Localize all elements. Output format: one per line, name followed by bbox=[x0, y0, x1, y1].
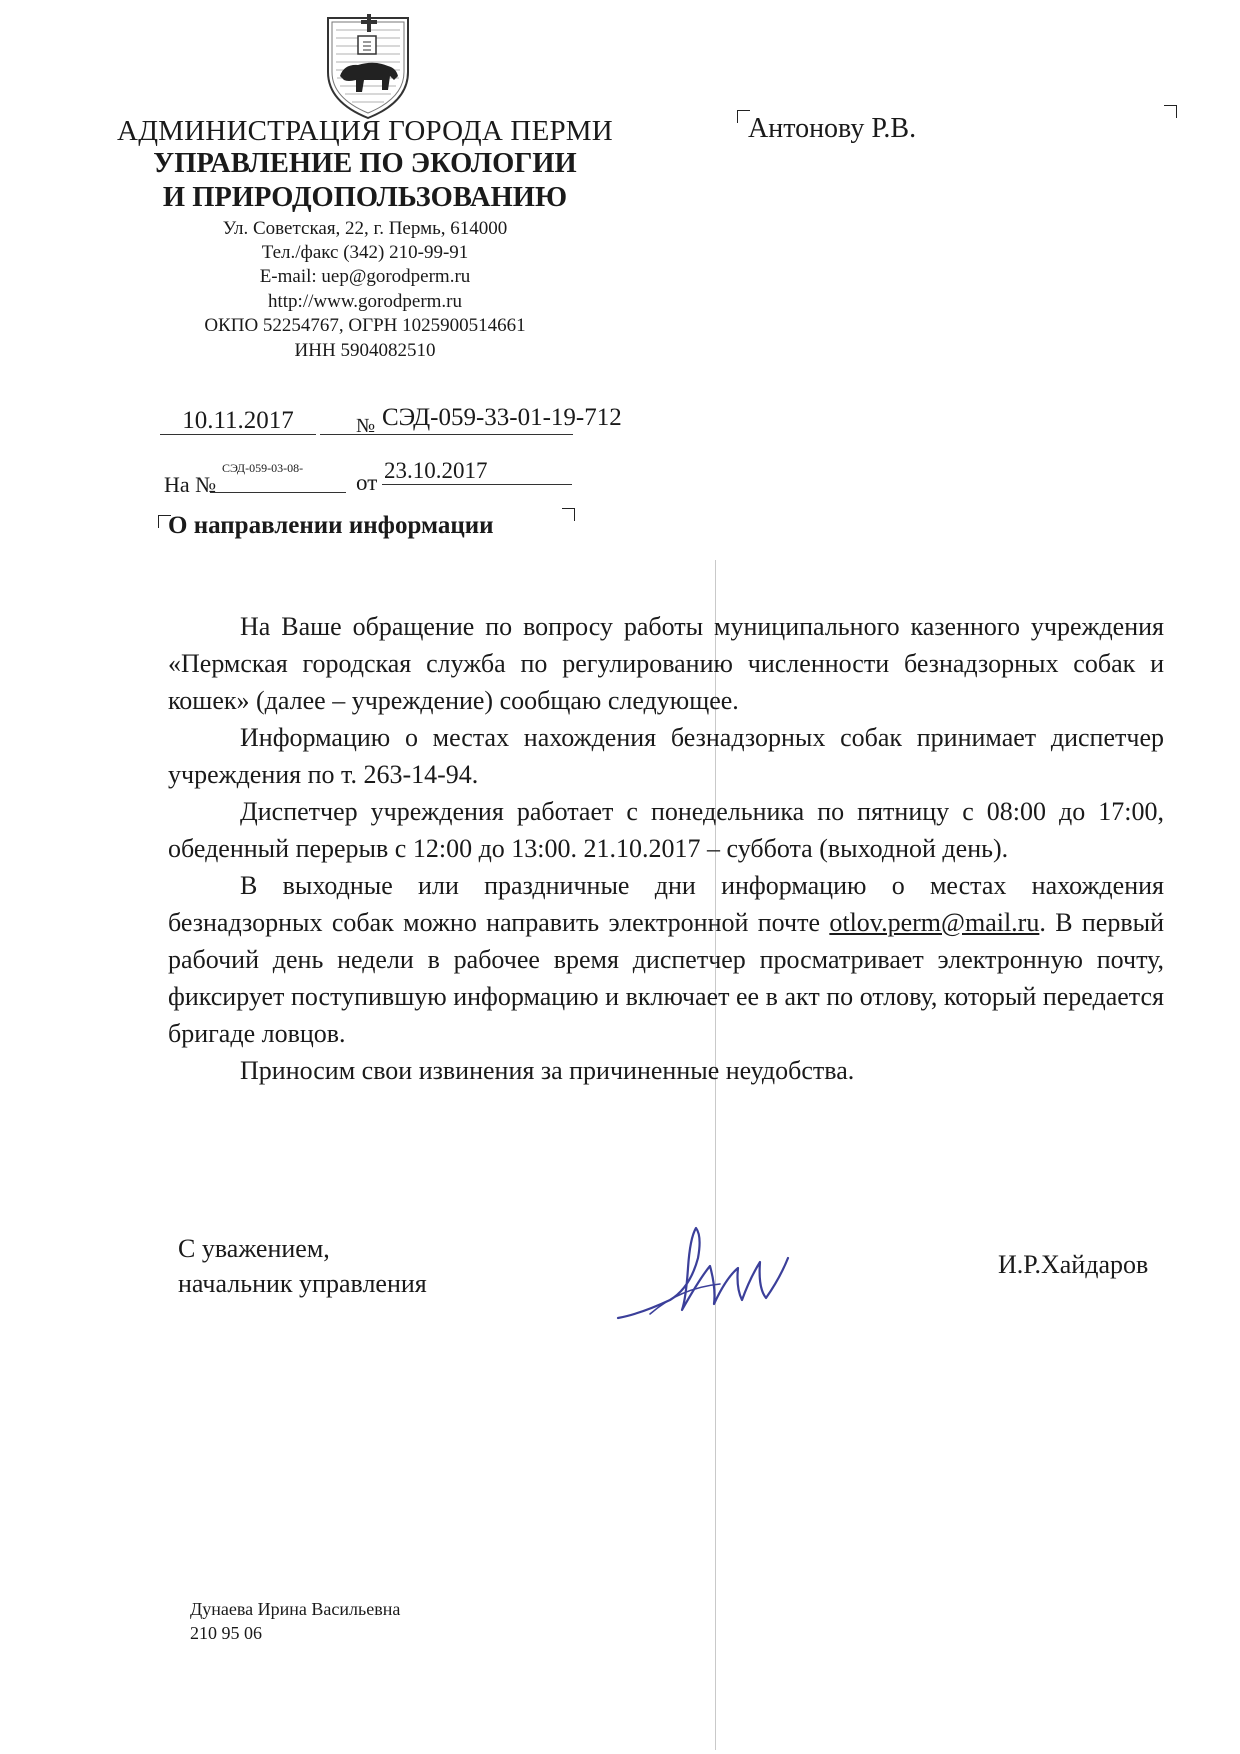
registration-number-underline bbox=[320, 434, 573, 435]
in-reply-number: СЭД-059-03-08- bbox=[222, 461, 304, 475]
addressee-corner-right bbox=[1164, 105, 1177, 118]
paragraph-5: Приносим свои извинения за причиненные неудобства. bbox=[240, 1056, 855, 1085]
contact-website: http://www.gorodperm.ru bbox=[267, 291, 463, 312]
closing-phrase: С уважением, bbox=[178, 1234, 330, 1263]
in-reply-label: На № bbox=[164, 472, 217, 497]
org-name-line1: АДМИНИСТРАЦИЯ ГОРОДА ПЕРМИ bbox=[117, 115, 613, 147]
subject-line: О направлении информации bbox=[168, 512, 494, 539]
registration-number-sign: № bbox=[356, 415, 376, 437]
paragraph-2: Информацию о местах нахождения безнадзорных собак принимает диспетчер учреждения по т. 263-14-94. bbox=[168, 723, 1164, 789]
handwritten-signature bbox=[610, 1218, 800, 1336]
org-name-line2: УПРАВЛЕНИЕ ПО ЭКОЛОГИИ bbox=[153, 148, 577, 179]
registration-date: 10.11.2017 bbox=[160, 408, 316, 435]
executor-name: Дунаева Ирина Васильевна bbox=[190, 1599, 401, 1619]
letter-body bbox=[168, 608, 1164, 1089]
paragraph-3: Диспетчер учреждения работает с понедельника по пятницу с 08:00 до 17:00, обеденный перерыв с 12:00 до 13:00. 21.10.2017 – суббота (выходной день). bbox=[168, 797, 1164, 863]
contact-phone: Тел./факс (342) 210-99-91 bbox=[261, 242, 469, 263]
subject-corner-right bbox=[562, 508, 575, 521]
contact-email: E-mail: uep@gorodperm.ru bbox=[259, 266, 471, 287]
contact-okpo-ogrn: ОКПО 52254767, ОГРН 1025900514661 bbox=[204, 315, 526, 336]
in-reply-date: 23.10.2017 bbox=[384, 458, 488, 483]
paragraph-1: На Ваше обращение по вопросу работы муниципального казенного учреждения «Пермская городская служба по регулированию численности безнадзорных собак и кошек» (далее – учреждение) сообщаю следующее. bbox=[168, 612, 1164, 715]
signer-position: начальник управления bbox=[178, 1269, 427, 1298]
registration-number: СЭД-059-33-01-19-712 bbox=[382, 404, 622, 431]
perm-coat-of-arms-icon bbox=[318, 10, 418, 122]
from-label: от bbox=[356, 470, 378, 495]
paragraph-4-start: В выходные или праздничные дни информацию о местах нахождения безнадзорных собак можно направить электронной почте bbox=[168, 871, 1164, 937]
in-reply-date-underline bbox=[382, 484, 572, 485]
org-name-line3: И ПРИРОДОПОЛЬЗОВАНИЮ bbox=[162, 182, 568, 213]
signer-name: И.Р.Хайдаров bbox=[998, 1250, 1149, 1279]
in-reply-number-underline bbox=[210, 492, 346, 493]
email-link[interactable]: otlov.perm@mail.ru bbox=[829, 908, 1040, 937]
paragraph-4-end: . В первый рабочий день недели в рабочее время диспетчер просматривает электронную почту, фиксирует поступившую информацию и включает ее в акт по отлову, который передается бригаде ловцов. bbox=[168, 908, 1164, 1048]
paragraph-4 bbox=[168, 867, 1164, 1052]
contact-address: Ул. Советская, 22, г. Пермь, 614000 bbox=[222, 218, 508, 239]
addressee: Антонову Р.В. bbox=[748, 113, 917, 144]
executor-phone: 210 95 06 bbox=[190, 1623, 262, 1643]
contact-inn: ИНН 5904082510 bbox=[294, 340, 436, 361]
